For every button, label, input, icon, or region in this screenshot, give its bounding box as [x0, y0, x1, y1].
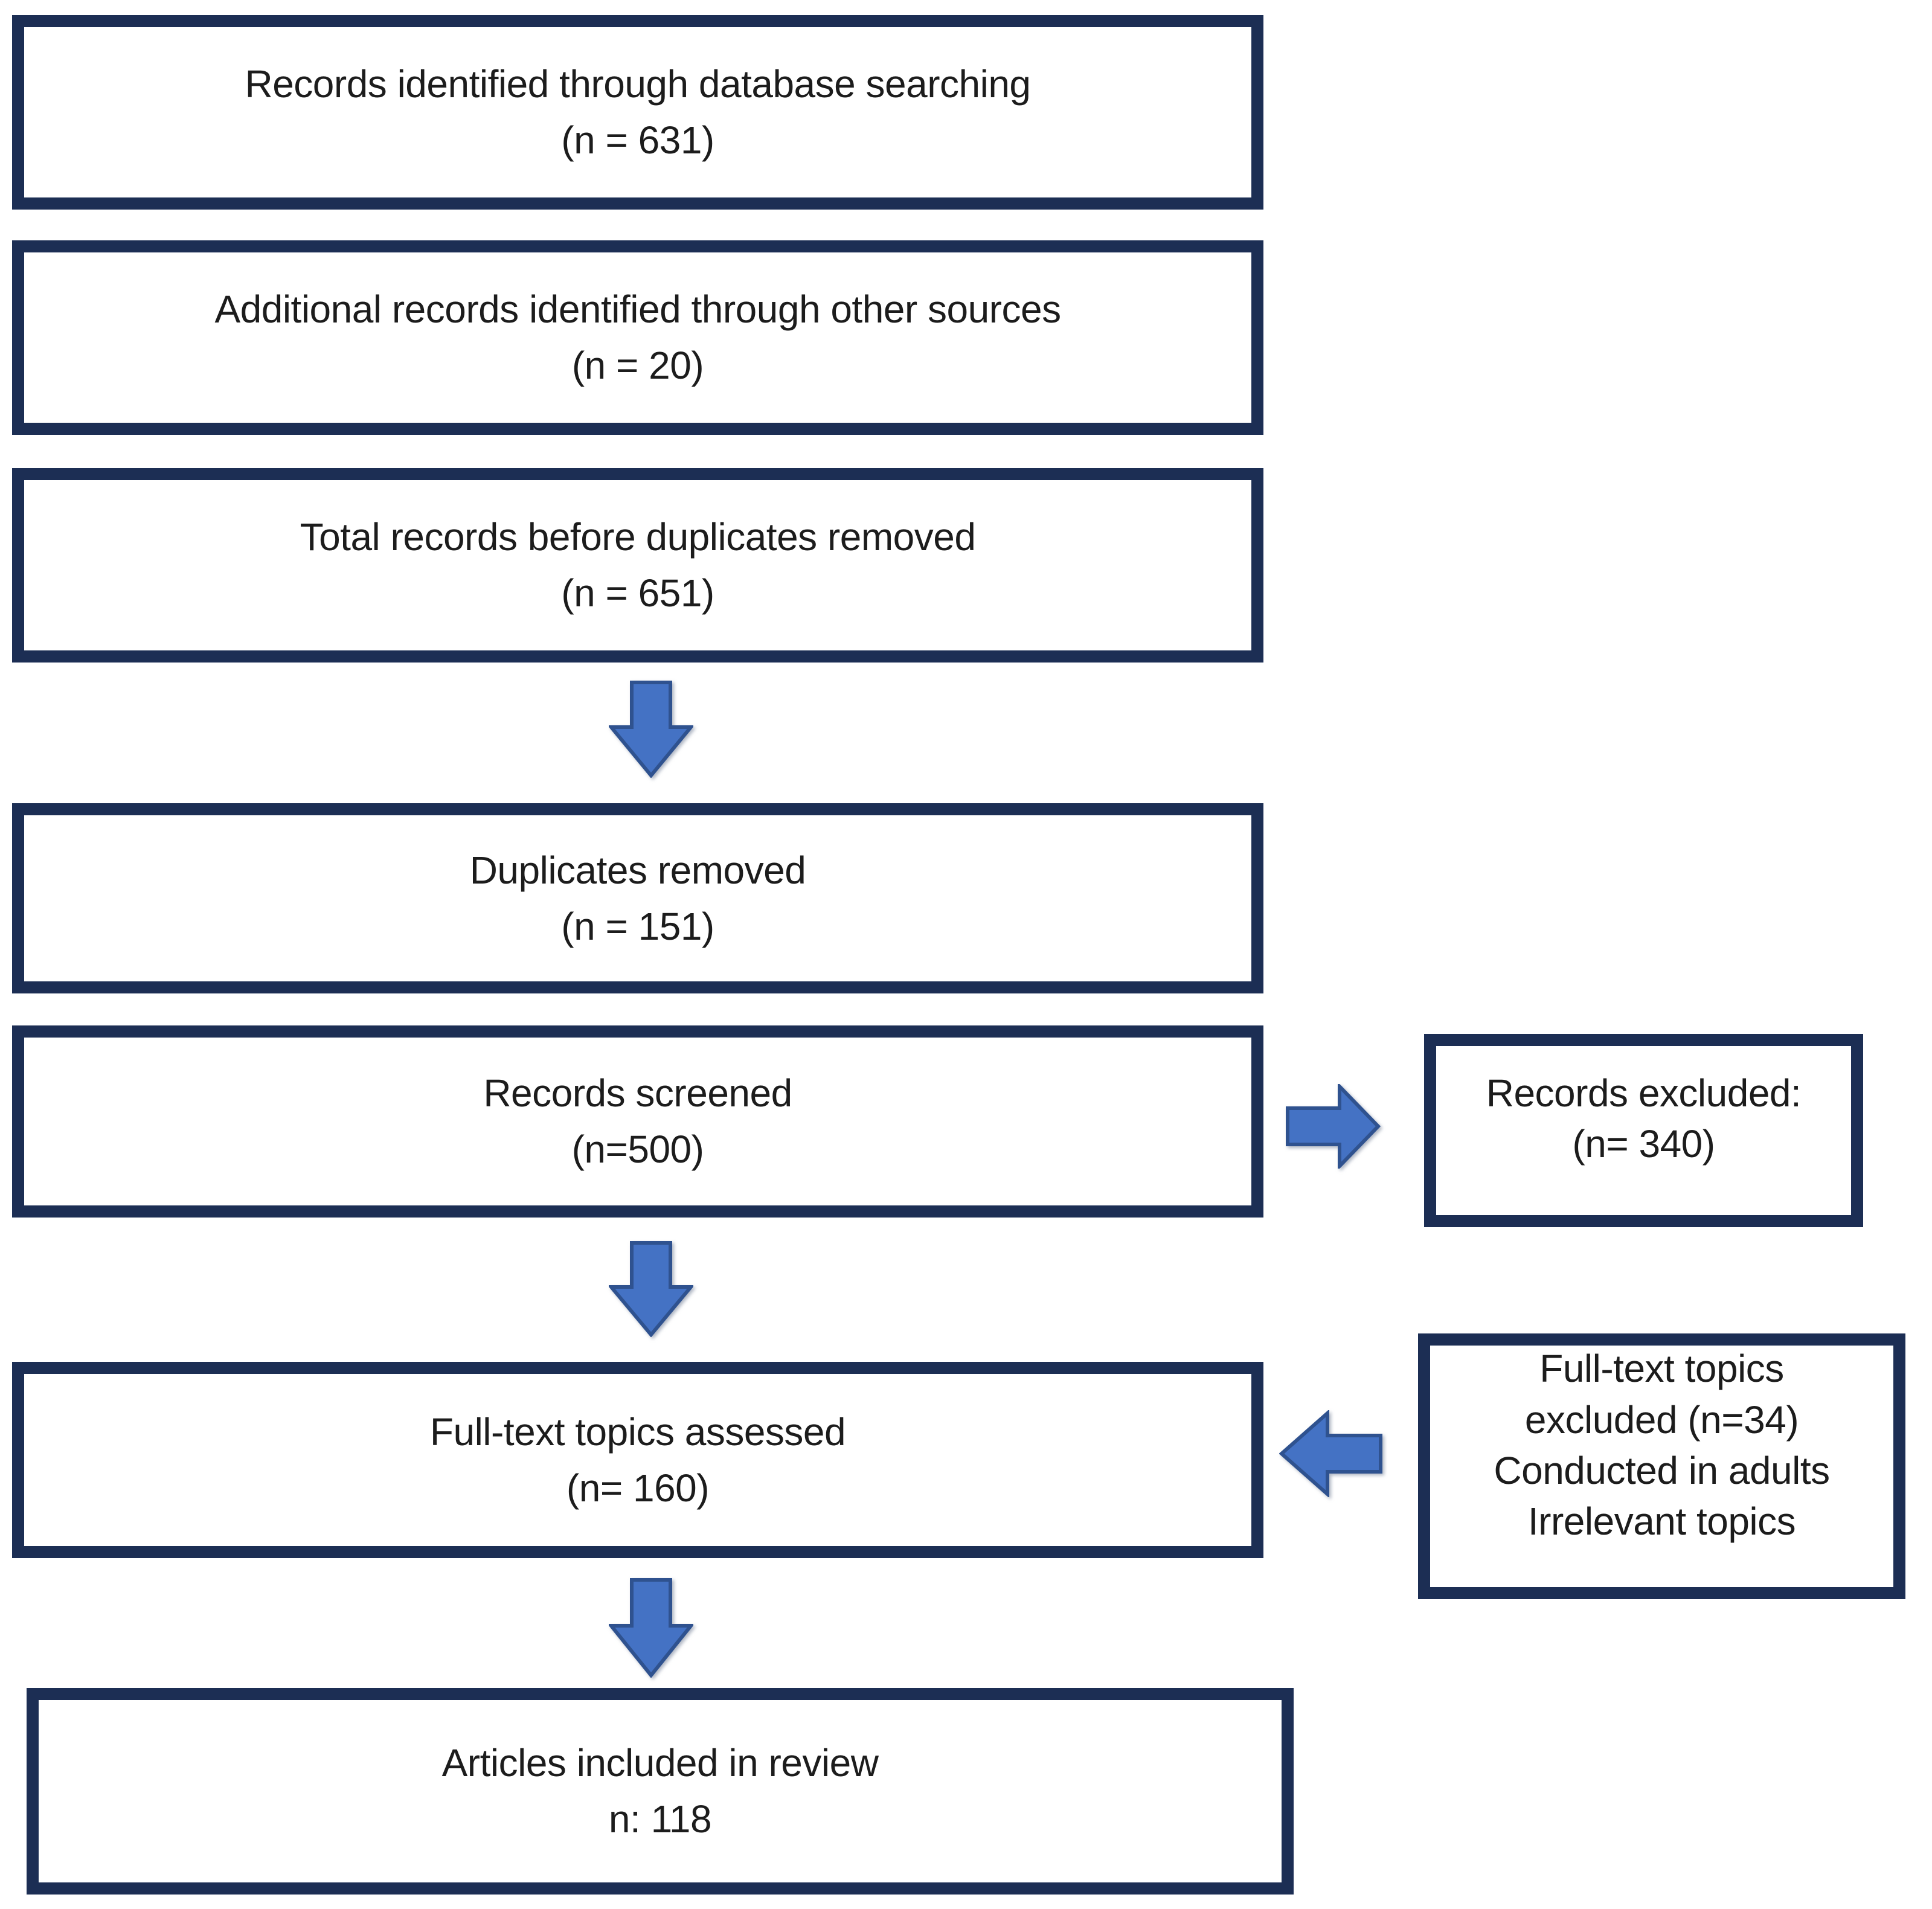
- box-additional-records-count: (n = 20): [571, 344, 704, 387]
- box-fulltext-excluded-line4: Irrelevant topics: [1527, 1500, 1796, 1544]
- box-total-records: [12, 468, 1263, 663]
- box-fulltext-assessed-count: (n= 160): [566, 1466, 710, 1510]
- box-records-screened-count: (n=500): [571, 1128, 704, 1171]
- box-fulltext-assessed: [12, 1362, 1263, 1558]
- down-arrow-icon: [609, 1577, 693, 1678]
- box-duplicates-removed-line1: Duplicates removed: [469, 848, 806, 892]
- down-arrow-icon: [609, 680, 693, 778]
- box-records-excluded-count: (n= 340): [1572, 1122, 1715, 1166]
- box-total-records-count: (n = 651): [561, 571, 714, 615]
- box-records-identified-line1: Records identified through database searching: [245, 62, 1031, 106]
- box-records-identified: [12, 15, 1263, 210]
- box-fulltext-excluded-line1: Full-text topics: [1539, 1347, 1784, 1391]
- box-fulltext-excluded-line2: excluded (n=34): [1524, 1397, 1799, 1442]
- box-fulltext-assessed-line1: Full-text topics assessed: [429, 1410, 846, 1454]
- box-records-screened-line1: Records screened: [483, 1071, 792, 1115]
- box-articles-included-line1: Articles included in review: [441, 1741, 879, 1785]
- box-duplicates-removed: [12, 803, 1263, 993]
- box-fulltext-excluded-line3: Conducted in adults: [1494, 1449, 1830, 1492]
- box-articles-included: [27, 1688, 1294, 1895]
- box-additional-records-line1: Additional records identified through other sources: [214, 287, 1061, 332]
- box-records-screened: [12, 1025, 1263, 1218]
- box-duplicates-removed-count: (n = 151): [561, 904, 714, 948]
- right-arrow-icon: [1285, 1084, 1381, 1169]
- box-additional-records: [12, 240, 1263, 435]
- box-total-records-line1: Total records before duplicates removed: [300, 515, 976, 559]
- box-articles-included-count: n: 118: [608, 1797, 712, 1841]
- box-records-excluded-line1: Records excluded:: [1486, 1071, 1802, 1115]
- box-records-identified-count: (n = 631): [561, 118, 714, 162]
- left-arrow-icon: [1279, 1410, 1383, 1497]
- box-fulltext-excluded: [1418, 1333, 1905, 1599]
- down-arrow-icon: [609, 1240, 693, 1337]
- box-records-excluded: [1424, 1034, 1863, 1227]
